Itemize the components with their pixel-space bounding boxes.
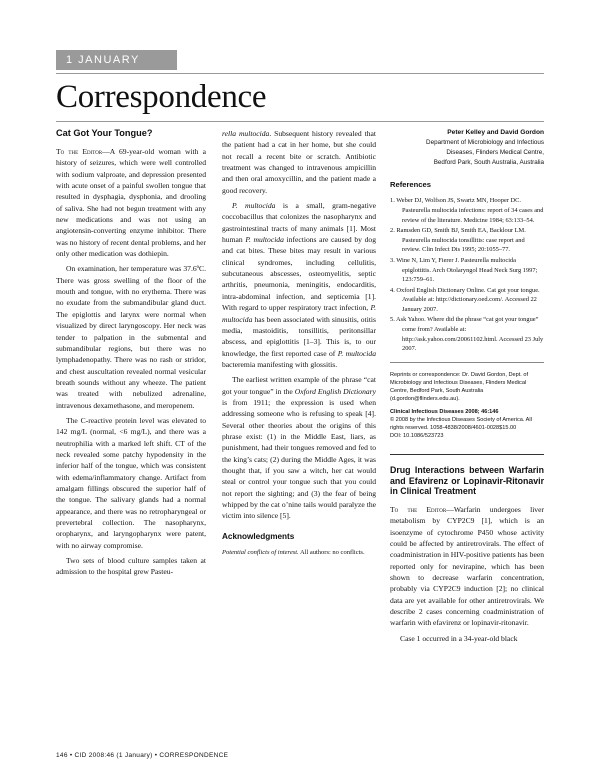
paragraph-text: is a small, gram-negative coccobacillus that colonizes the nasopharynx and gastrointestinal tracts of many animals [1]. Most human [222, 201, 377, 245]
affiliation-line: Bedford Park, South Australia, Australia [433, 159, 544, 166]
organism-name: P. multocida [337, 348, 377, 358]
column-1 [56, 128, 206, 578]
organism-name: P. multocida [222, 303, 376, 324]
reference-text: Ask Yahoo. Where did the phrase “cat got your tongue” come from? Available at: http://ask.yahoo.com/20061102.html. Accessed 23 July 2007. [396, 316, 544, 353]
reference-number: 4. [390, 286, 395, 294]
acknowledgments-text [222, 548, 376, 557]
conflicts-label: Potential conflicts of interest. [222, 549, 299, 557]
header-rule [56, 73, 544, 74]
to-the-editor: To the Editor [390, 504, 447, 514]
section-title: Correspondence [56, 79, 267, 115]
references-list [390, 196, 544, 354]
issue-date-band: 1 JANUARY [56, 50, 177, 70]
conflicts-text: All authors: no conflicts. [298, 549, 365, 557]
references-heading: References [390, 180, 431, 189]
paragraph-text: is from 1911; the expression is used when addressing someone who is refusing to speak [4]. Several other theories about the origins of this phrase exist: (1) in the Middle East, liars, as punishment, had their tongues removed and fed to the king’s cats; (2) during the Middle Ages, it was thought that, if you saw a witch, her cat would steal or control your tongue such that you could not report the sighting; and (3) the fear of being whipped by the cat o’nine tails would paralyze the victim into silence [5]. [222, 397, 376, 521]
paragraph: On examination, her temperature was 37.6ºC. There was gross swelling of the floor of the mouth and tongue, with no erythema. There was no exudate from the submandibular gland duct. The epiglottis and larynx were normal when visualized by direct laryngoscopy. Her neck was tender to palpation in the submental and submandibular regions, but there was no lymphadenopathy. There was no rash or stridor, and chest auscultation revealed normal vesicular breath sounds without any wheeze. The patient was treated with nebulized adrenaline, intravenous dexamethasone, and meropenem. [56, 264, 206, 410]
affiliation-line: Diseases, Flinders Medical Centre, [446, 149, 544, 156]
divider [390, 362, 544, 363]
acknowledgments-heading: Acknowledgments [222, 531, 295, 541]
authors: Peter Kelley and David Gordon [447, 129, 544, 136]
dictionary-name: Oxford English Dictionary [294, 386, 376, 396]
affiliation-line: Department of Microbiology and Infectious [426, 139, 544, 146]
copyright-notice: © 2008 by the Infectious Diseases Society of America. All rights reserved. 1058-4838/2008/4601-0028$15.00 [390, 416, 532, 432]
doi: DOI: 10.1086/523723 [390, 433, 444, 440]
paragraph [222, 374, 376, 521]
reprints-note: Reprints or correspondence: Dr. David Gordon, Dept. of Microbiology and Infectious Diseases, Flinders Medical Centre, Bedford Park, South Australia (d.gordon@flinders.edu.au). [390, 371, 529, 403]
reference-text: Ramsden GD, Smith BJ, Smith EA, Backlour LM. Pasteurella multocida tonsillitis: case report and review. Clin Infect Dis 1995; 20:1055–77. [396, 227, 526, 254]
paragraph-text: —Warfarin undergoes liver metabolism by CYP2C9 [1], which is an isoenzyme of cytochrome P450 whose activity could be affected by antiretrovirals. The effect of coadministration in HIV-positive patients has been reported only for nevirapine, which has been shown to decrease warfarin concentration, probably via CYP2C9 induction [2]; no clinical data are yet available for other antiretrovirals. We describe 2 cases concerning coadministration of warfarin with efavirenz or lopinavir-ritonavir. [390, 504, 545, 628]
organism-name: P. multocida [232, 201, 276, 211]
reference-item [390, 226, 544, 255]
reference-number: 3. [390, 256, 395, 264]
article-title: Cat Got Your Tongue? [56, 128, 153, 138]
paragraph: Two sets of blood culture samples taken at admission to the hospital grew Pasteu- [56, 556, 206, 577]
paragraph [56, 146, 206, 259]
paragraph: Case 1 occurred in a 34-year-old black [400, 633, 518, 643]
paragraph-text: . Subsequent history revealed that the patient had a cat in her home, but she could not recall a recent bite or scratch. Antibiotic treatment was changed to intravenous ampicillin and then oral amoxycillin, and the patient made a good recovery. [222, 129, 376, 195]
paragraph: The C-reactive protein level was elevated to 142 mg/L (normal, <6 mg/L), and there was a neutrophilia with a marked left shift. CT of the neck revealed some patchy hypodensity in the inferior half of the tongue, which was consistent with edema/inflammatory change. Artifact from amalgam fillings obscured the superior half of the tongue. The salivary glands had a normal appearance, and there was no retropharyngeal or prevertebral collection. The nasopharynx, oropharynx, and laryngopharynx were patent, with no airway compromise. [56, 415, 206, 550]
column-3 [390, 128, 544, 644]
paragraph-text: —A 69-year-old woman with a history of seizures, which were well controlled with sodium valproate, and depression presented with acute onset of a painful swollen tongue that resulted in dysphagia, dysphonia, and drooling of saliva. She had not begun treatment with any new medications and was not using an angiotensin-converting enzyme inhibitor. There was no history of recent dental problems, and her only other medication was dothiepin. [56, 147, 207, 259]
reference-text: Wine N, Lim Y, Fierer J. Pasteurella multocida epiglottitis. Arch Otolaryngol Head Neck Surg 1997; 123:759–61. [396, 256, 538, 284]
paragraph-text: has been associated with sinusitis, otitis media, mastoiditis, tonsillitis, peritonsillar abscess, and epiglottitis [1–3]. This is, to our knowledge, the first reported case of [222, 314, 376, 358]
reference-item [390, 315, 544, 353]
reference-number: 2. [390, 227, 395, 235]
paragraph-text: The earliest written example of the phrase “cat got your tongue” in the [222, 375, 376, 396]
reference-item [390, 256, 544, 285]
paragraph [222, 200, 376, 370]
reference-number: 5. [390, 316, 395, 324]
reference-number: 1. [390, 197, 395, 205]
divider [390, 454, 544, 455]
title-rule [56, 121, 544, 122]
to-the-editor: To the Editor [56, 147, 103, 156]
paragraph [222, 128, 376, 196]
journal-citation: Clinical Infectious Diseases 2008; 46:146 [390, 408, 499, 415]
page-footer: 146 • CID 2008:46 (1 January) • CORRESPONDENCE [56, 752, 229, 759]
paragraph-text: infections are caused by dog and cat bites. These bites may result in various clinical syndromes, including cellulitis, subcutaneous abscesses, osteomyelitis, septic arthritis, pneumonia, meningitis, endocarditis, intra-abdominal infection, and septicemia [1]. With regard to upper respiratory tract infection, [222, 235, 376, 313]
organism-name: rella multocida [222, 129, 270, 138]
reference-item [390, 196, 544, 225]
column-2 [222, 128, 376, 557]
paragraph-text: bacteremia manifesting with glossitis. [222, 359, 338, 369]
organism-name: P. multocida [245, 235, 284, 245]
paragraph [390, 504, 544, 629]
reference-text: Oxford English Dictionary Online. Cat got your tongue. Available at: http://dictionary.oed.com/. Accessed 22 January 2007. [396, 286, 540, 313]
article-title: Drug Interactions between Warfarin and Efavirenz or Lopinavir-Ritonavir in Clinical Treatment [390, 465, 544, 497]
reference-item [390, 286, 544, 315]
reference-text: Weber DJ, Wolfson JS, Swartz MN, Hooper DC. Pasteurella multocida infections: report of 34 cases and review of the literature. Medicine 1984; 63:133–54. [396, 197, 544, 224]
